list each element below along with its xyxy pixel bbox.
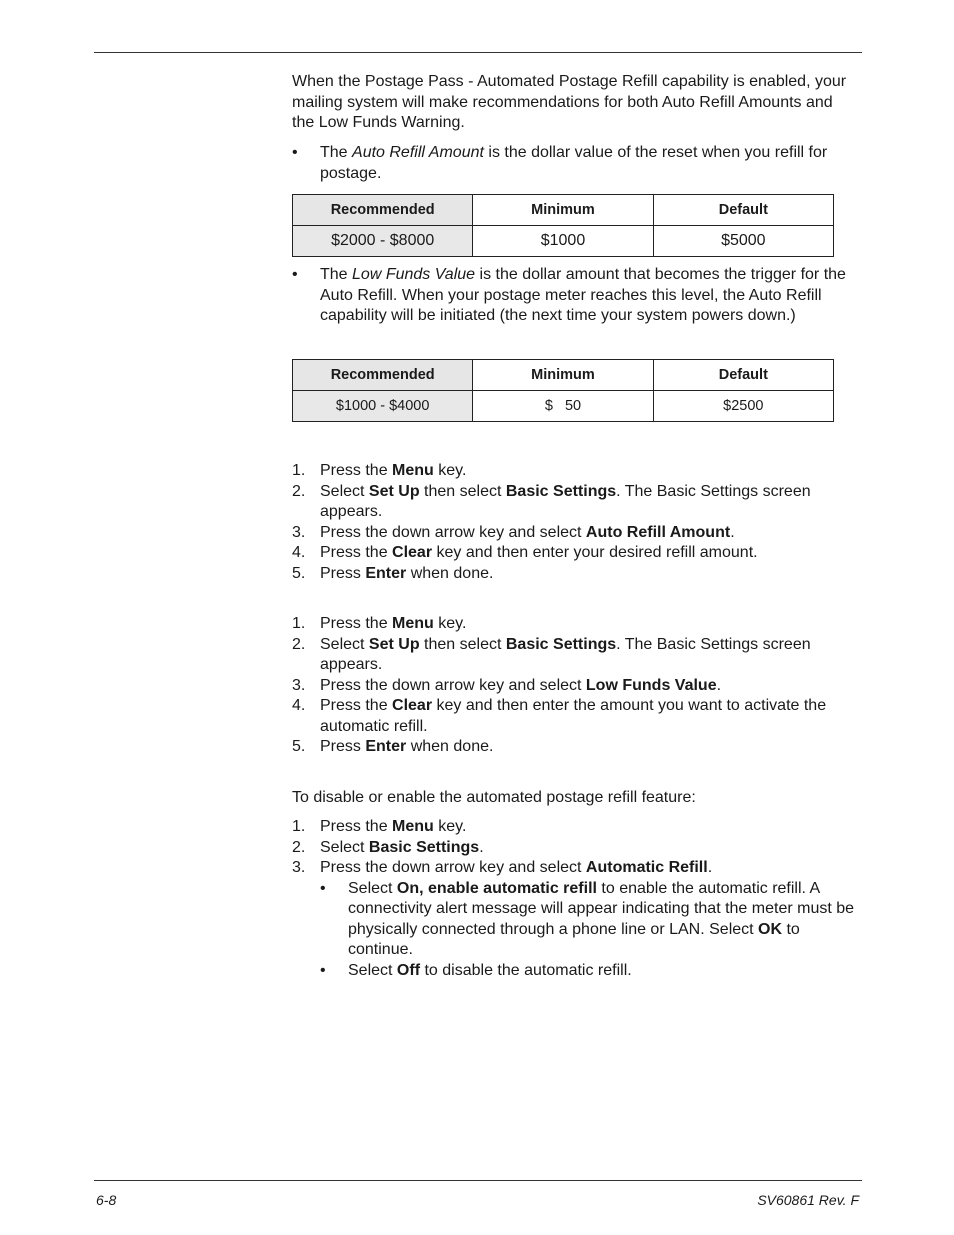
table-header-row xyxy=(293,195,834,226)
table-header-row xyxy=(293,360,834,391)
table-row xyxy=(293,226,834,257)
bullet-text-pre: The xyxy=(320,266,353,283)
bullet-mark: • xyxy=(292,266,298,283)
list-item: 3. Press the down arrow key and select Auto Refill Amount. xyxy=(292,523,735,541)
list-item: 4. Press the Clear key and then enter your desired refill amount. xyxy=(292,544,758,561)
list-item: 1. Press the Menu key. xyxy=(292,462,467,479)
cell-minimum: $ 50 xyxy=(473,391,653,422)
footer-rule xyxy=(94,1180,862,1181)
list-item: 5. Press Enter when done. xyxy=(292,564,494,582)
list-item: 2. Select Set Up then select Basic Settings. The Basic Settings screen appears. xyxy=(292,482,811,520)
list-item: 3. Press the down arrow key and select Automatic Refill. xyxy=(292,859,713,876)
sub-bullet-disable: • Select Off to disable the automatic refill. xyxy=(320,961,632,979)
sub-bullet-enable: • Select On, enable automatic refill to enable the automatic refill. A connectivity alert message will appear indicating that the meter must be physically connected through a phone line or LAN. Select OK to continue. xyxy=(320,879,855,958)
bullet-mark: • xyxy=(292,144,298,161)
bullet-text-post: is the dollar amount that becomes the trigger for the Auto Refill. When your postage meter reaches this level, the Auto Refill capability will be initiated (the next time your system powers down.) xyxy=(320,266,846,324)
list-item: 1. Press the Menu key. xyxy=(292,818,467,835)
intro-paragraph: When the Postage Pass - Automated Postage Refill capability is enabled, your mailing system will make recommendations for both Auto Refill Amounts and the Low Funds Warning. xyxy=(292,73,847,131)
disable-intro-paragraph: To disable or enable the automated postage refill feature: xyxy=(292,789,696,806)
list-item: 4. Press the Clear key and then enter the amount you want to activate the automatic refill. xyxy=(292,697,827,735)
list-item: 1. Press the Menu key. xyxy=(292,615,467,632)
header-default: Default xyxy=(653,195,833,226)
cell-default: $5000 xyxy=(653,226,833,257)
disable-intro-section xyxy=(292,788,858,809)
auto-refill-table-wrap xyxy=(292,194,858,257)
intro-section xyxy=(292,72,858,134)
procedure-auto-refill-amount xyxy=(292,461,858,584)
list-item: 2. Select Set Up then select Basic Settings. The Basic Settings screen appears. xyxy=(292,635,811,673)
list-item: 3. Press the down arrow key and select Low Funds Value. xyxy=(292,676,722,694)
table-row xyxy=(293,391,834,422)
bullet-term: Auto Refill Amount xyxy=(352,144,484,161)
page-number: 6-8 xyxy=(96,1192,117,1208)
procedure-automatic-refill xyxy=(292,817,858,981)
header-default: Default xyxy=(653,360,833,391)
procedure-low-funds-value xyxy=(292,614,858,758)
bullet-low-funds-value xyxy=(292,265,858,327)
header-rule xyxy=(94,52,862,53)
cell-recommended: $1000 - $4000 xyxy=(293,391,473,422)
header-minimum: Minimum xyxy=(473,360,653,391)
list-item: 2. Select Basic Settings. xyxy=(292,838,484,856)
bullet-text-post: is the dollar value of the reset when you refill for postage. xyxy=(320,144,828,182)
header-minimum: Minimum xyxy=(473,195,653,226)
document-revision: SV60861 Rev. F xyxy=(757,1192,859,1208)
auto-refill-amount-table xyxy=(292,194,834,257)
bullet-auto-refill-amount xyxy=(292,143,858,184)
header-recommended: Recommended xyxy=(293,360,473,391)
cell-minimum: $1000 xyxy=(473,226,653,257)
list-item: 5. Press Enter when done. xyxy=(292,738,494,755)
bullet-text-pre: The xyxy=(320,144,353,161)
cell-default: $2500 xyxy=(653,391,833,422)
low-funds-table-wrap xyxy=(292,359,858,422)
bullet-term: Low Funds Value xyxy=(352,266,476,283)
cell-recommended: $2000 - $8000 xyxy=(293,226,473,257)
low-funds-value-table xyxy=(292,359,834,422)
header-recommended: Recommended xyxy=(293,195,473,226)
